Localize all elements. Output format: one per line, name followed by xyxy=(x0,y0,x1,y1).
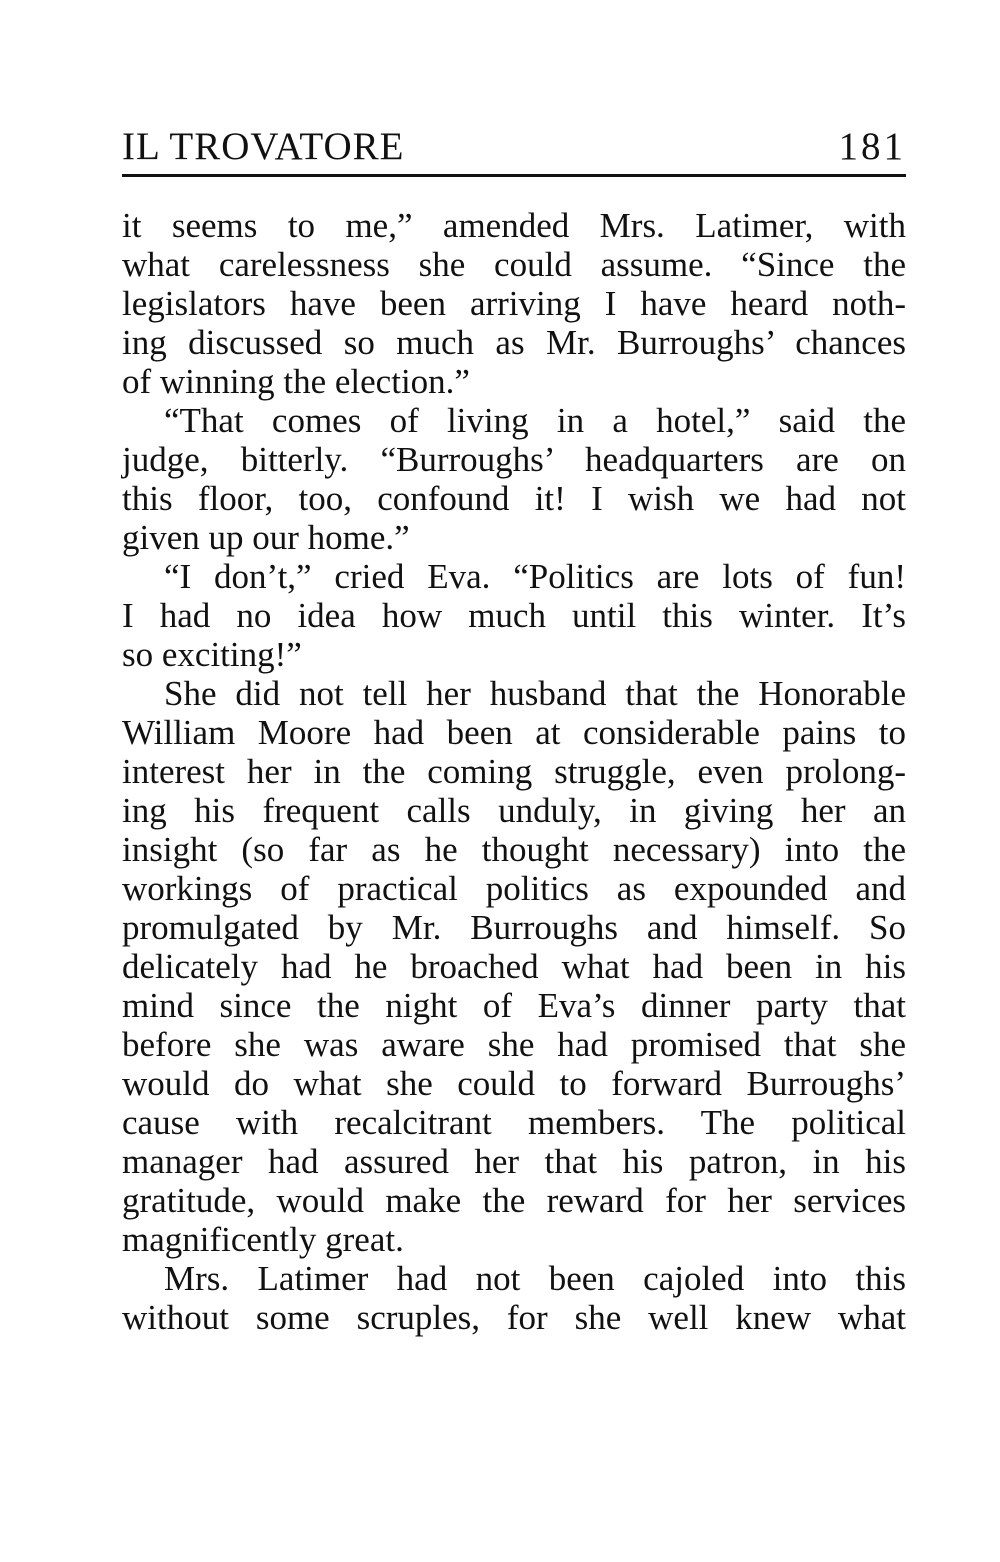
text-line: William Moore had been at considerable pains to xyxy=(122,713,906,752)
page-header xyxy=(122,122,906,172)
text-line: ing his frequent calls unduly, in giving her an xyxy=(122,791,906,830)
text-line: legislators have been arriving I have heard noth- xyxy=(122,284,906,323)
text-line: mind since the night of Eva’s dinner party that xyxy=(122,986,906,1025)
paragraph-3 xyxy=(122,557,906,674)
paragraph-5 xyxy=(122,1259,906,1337)
text-line: magnificently great. xyxy=(122,1220,404,1259)
text-line: cause with recalcitrant members. The political xyxy=(122,1103,906,1142)
text-line: manager had assured her that his patron, in his xyxy=(122,1142,906,1181)
text-line: interest her in the coming struggle, even prolong- xyxy=(122,752,906,791)
header-rule xyxy=(122,174,906,177)
text-line: Mrs. Latimer had not been cajoled into this xyxy=(164,1259,906,1298)
text-line: what carelessness she could assume. “Since the xyxy=(122,245,906,284)
text-line: “I don’t,” cried Eva. “Politics are lots of fun! xyxy=(164,557,906,596)
paragraph-4 xyxy=(122,674,906,1259)
text-line: of winning the election.” xyxy=(122,362,470,401)
text-line: given up our home.” xyxy=(122,518,410,557)
text-line: before she was aware she had promised that she xyxy=(122,1025,906,1064)
page-number: 181 xyxy=(838,125,906,168)
text-line: She did not tell her husband that the Honorable xyxy=(164,674,906,713)
paragraph-1 xyxy=(122,206,906,401)
text-line: delicately had he broached what had been in his xyxy=(122,947,906,986)
text-line: workings of practical politics as expounded and xyxy=(122,869,906,908)
text-line: gratitude, would make the reward for her services xyxy=(122,1181,906,1220)
text-line: without some scruples, for she well knew what xyxy=(122,1298,906,1337)
text-line: “That comes of living in a hotel,” said the xyxy=(164,401,906,440)
text-line: ing discussed so much as Mr. Burroughs’ chances xyxy=(122,323,906,362)
body-text xyxy=(122,206,906,1337)
running-title: IL TROVATORE xyxy=(122,125,405,168)
text-line: would do what she could to forward Burroughs’ xyxy=(122,1064,906,1103)
text-line: so exciting!” xyxy=(122,635,302,674)
text-line: insight (so far as he thought necessary) into the xyxy=(122,830,906,869)
text-line: this floor, too, confound it! I wish we had not xyxy=(122,479,906,518)
paragraph-2 xyxy=(122,401,906,557)
text-line: I had no idea how much until this winter. It’s xyxy=(122,596,906,635)
text-line: promulgated by Mr. Burroughs and himself. So xyxy=(122,908,906,947)
text-line: judge, bitterly. “Burroughs’ headquarters are on xyxy=(122,440,906,479)
text-line: it seems to me,” amended Mrs. Latimer, with xyxy=(122,206,906,245)
